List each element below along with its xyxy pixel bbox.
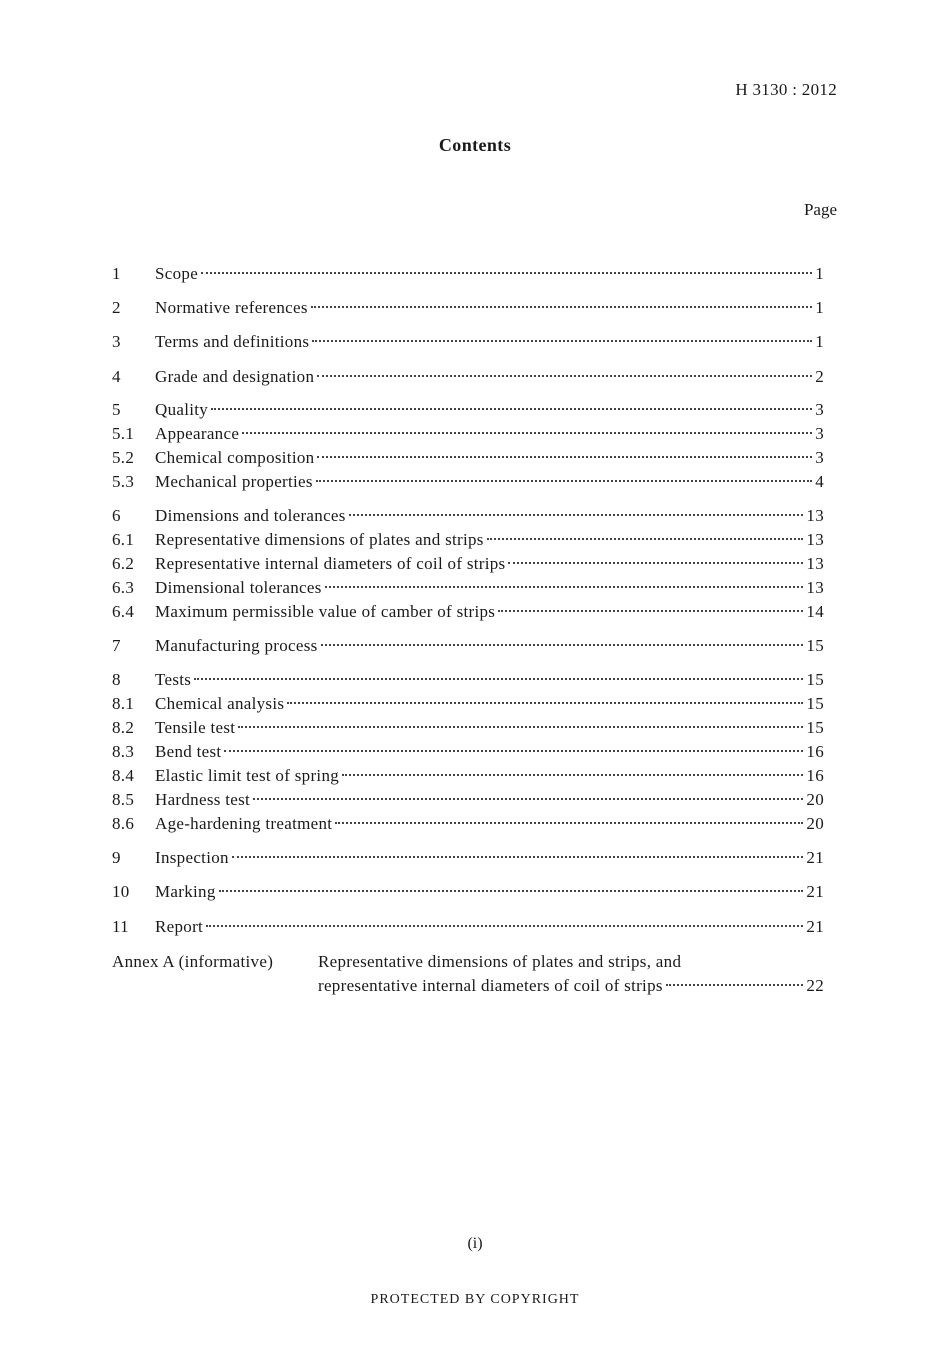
toc-entry[interactable] [112,812,824,836]
dot-leader [238,726,803,728]
toc-entry[interactable] [112,365,824,389]
toc-entry-page: 21 [806,917,824,936]
dot-leader [242,432,812,434]
annex-label: Annex A (informative) [112,952,274,971]
toc-entry[interactable] [112,846,824,870]
toc-entry-label: Inspection [155,848,229,867]
dot-leader [335,822,803,824]
toc-entry-number: 7 [112,636,121,655]
toc-entry-label: Grade and designation [155,367,315,386]
toc-entry-label: Chemical analysis [155,694,285,713]
toc-entry-label: Normative references [155,298,308,317]
toc-entry-number: 5.3 [112,472,135,491]
toc-entry[interactable] [112,552,824,576]
toc-entry-number: 8.3 [112,742,135,761]
dot-leader [666,984,804,986]
annex-page: 22 [806,976,824,995]
toc-entry-number: 9 [112,848,121,867]
toc-entry[interactable] [112,504,824,528]
toc-entry[interactable] [112,446,824,470]
toc-entry[interactable] [112,634,824,658]
dot-leader [311,306,812,308]
toc-entry-page: 15 [806,694,824,713]
toc-entry-page: 21 [806,848,824,867]
toc-entry[interactable] [112,740,824,764]
toc-entry-label: Representative internal diameters of coil of strips [155,554,506,573]
toc-entry[interactable] [112,692,824,716]
toc-entry-label: Dimensional tolerances [155,578,322,597]
toc-entry-number: 8 [112,670,121,689]
toc-entry-page: 13 [806,506,824,525]
toc-entry[interactable] [112,880,824,904]
toc-entry[interactable] [112,600,824,624]
page-folio: (i) [467,1235,483,1252]
toc-entry-page: 15 [806,718,824,737]
toc-entry-number: 2 [112,298,121,317]
dot-leader [487,538,804,540]
toc-entry-page: 20 [806,790,824,809]
dot-leader [211,408,812,410]
toc-entry-page: 13 [806,554,824,573]
dot-leader [342,774,803,776]
toc-entry-page: 1 [815,298,824,317]
toc-entry[interactable] [112,262,824,286]
toc-entry[interactable] [112,470,824,494]
toc-entry-number: 6.1 [112,530,135,549]
toc-entry-page: 14 [806,602,824,621]
dot-leader [508,562,803,564]
dot-leader [232,856,804,858]
toc-entry-page: 21 [806,882,824,901]
toc-entry-label: Representative dimensions of plates and strips [155,530,484,549]
toc-entry-number: 6.2 [112,554,135,573]
toc-entry-number: 11 [112,917,129,936]
dot-leader [253,798,803,800]
toc-entry-label: Quality [155,400,209,419]
toc-entry-page: 15 [806,636,824,655]
toc-entry-label: Marking [155,882,216,901]
toc-entry-page: 1 [815,332,824,351]
toc-entry-number: 5.1 [112,424,135,443]
page-title: Contents [438,135,512,155]
toc-entry-page: 16 [806,742,824,761]
toc-entry[interactable] [112,330,824,354]
toc-entry-label: Hardness test [155,790,251,809]
toc-entry-label: Mechanical properties [155,472,313,491]
toc-entry-label: Appearance [155,424,240,443]
toc-entry-label: Tensile test [155,718,236,737]
toc-entry-number: 5 [112,400,121,419]
toc-entry-number: 5.2 [112,448,135,467]
toc-entry-label: Scope [155,264,199,283]
dot-leader [201,272,812,274]
dot-leader [321,644,804,646]
toc-entry[interactable] [112,764,824,788]
toc-entry-number: 6.3 [112,578,135,597]
toc-entry-label: Dimensions and tolerances [155,506,346,525]
page-column-heading: Page [803,200,837,219]
copyright-footer: PROTECTED BY COPYRIGHT [370,1292,580,1307]
toc-entry[interactable] [112,296,824,320]
toc-entry-number: 8.4 [112,766,135,785]
toc-entry-page: 3 [815,448,824,467]
toc-entry-number: 8.6 [112,814,135,833]
annex-title-line-1: Representative dimensions of plates and strips, and [318,952,682,971]
dot-leader [349,514,804,516]
toc-entry-label: Report [155,917,204,936]
toc-entry-page: 3 [815,400,824,419]
dot-leader [317,456,812,458]
toc-entry-number: 8.1 [112,694,135,713]
toc-entry-label: Maximum permissible value of camber of strips [155,602,496,621]
toc-entry[interactable] [112,398,824,422]
toc-entry-number: 8.5 [112,790,135,809]
toc-entry-label: Age-hardening treatment [155,814,333,833]
toc-entry[interactable] [112,668,824,692]
dot-leader [206,925,803,927]
toc-entry-number: 8.2 [112,718,135,737]
annex-entry[interactable] [112,950,824,1002]
toc-entry-number: 10 [112,882,130,901]
toc-entry-page: 3 [815,424,824,443]
dot-leader [316,480,812,482]
toc-entry-label: Tests [155,670,192,689]
dot-leader [498,610,803,612]
dot-leader [194,678,803,680]
toc-entry-page: 13 [806,578,824,597]
toc-entry[interactable] [112,422,824,446]
toc-entry-number: 3 [112,332,121,351]
standard-number: H 3130 : 2012 [735,80,837,99]
toc-entry-number: 6.4 [112,602,135,621]
annex-title-line-2: representative internal diameters of coil of strips [318,976,663,995]
toc-entry-number: 1 [112,264,121,283]
toc-entry-label: Elastic limit test of spring [155,766,340,785]
toc-entry-page: 20 [806,814,824,833]
toc-entry-label: Terms and definitions [155,332,310,351]
dot-leader [287,702,803,704]
dot-leader [312,340,812,342]
toc-entry-number: 4 [112,367,121,386]
toc-entry-page: 4 [815,472,824,491]
toc-entry[interactable] [112,528,824,552]
toc-entry-page: 2 [815,367,824,386]
dot-leader [317,375,812,377]
toc-entry-page: 13 [806,530,824,549]
toc-entry-page: 16 [806,766,824,785]
dot-leader [219,890,804,892]
dot-leader [325,586,804,588]
toc-entry-page: 15 [806,670,824,689]
toc-entry-label: Bend test [155,742,222,761]
toc-entry[interactable] [112,716,824,740]
toc-entry[interactable] [112,788,824,812]
toc-entry[interactable] [112,576,824,600]
toc-entry-page: 1 [815,264,824,283]
toc-entry-number: 6 [112,506,121,525]
toc-entry-label: Manufacturing process [155,636,318,655]
toc-entry[interactable] [112,915,824,939]
dot-leader [224,750,803,752]
toc-entry-label: Chemical composition [155,448,315,467]
